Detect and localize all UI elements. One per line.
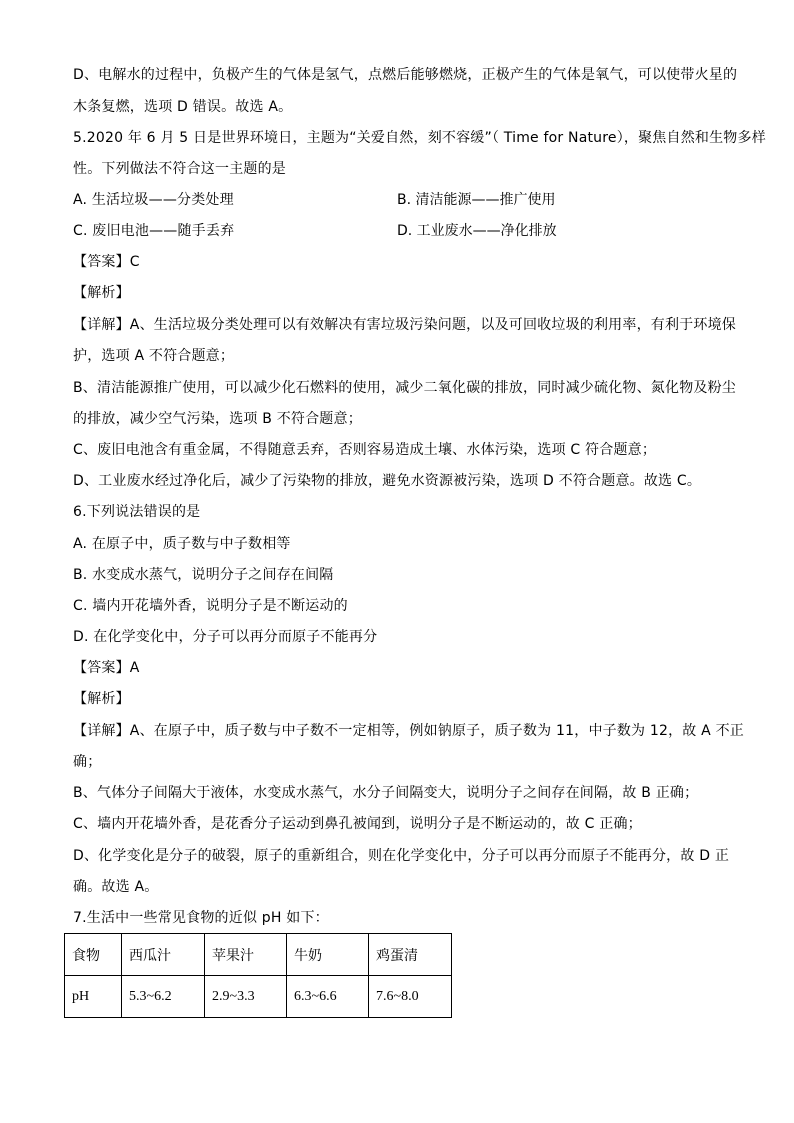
q6-option-d: D. 在化学变化中，分子可以再分而原子不能再分 [73, 629, 378, 645]
q5-detail-line4: 的排放，减少空气污染，选项 B 不符合题意； [73, 411, 362, 427]
q5-stem-line1: 5.2020 年 6 月 5 日是世界环境日，主题为“关爱自然，刻不容缓”（ Time for Nature），聚焦自然和生物多样 [73, 130, 766, 146]
table-cell: 7.6~8.0 [369, 976, 452, 1018]
q6-detail-line3: B、气体分子间隔大于液体，水变成水蒸气，水分子间隔变大，说明分子之间存在间隔，故 B 正确； [73, 785, 699, 801]
q5-option-b: B. 清洁能源——推广使用 [397, 192, 556, 208]
table-cell: 2.9~3.3 [205, 976, 287, 1018]
q5-detail-line3: B、清洁能源推广使用，可以减少化石燃料的使用，减少二氧化碳的排放，同时减少硫化物、氮化物及粉尘 [73, 380, 737, 396]
q6-option-c: C. 墙内开花墙外香，说明分子是不断运动的 [73, 598, 348, 614]
q6-option-a: A. 在原子中，质子数与中子数相等 [73, 536, 291, 552]
q5-answer: 【答案】C [73, 254, 140, 270]
q5-detail-line2: 护，选项 A 不符合题意； [73, 348, 235, 364]
q5-option-c: C. 废旧电池——随手丢弃 [73, 223, 235, 239]
q6-analysis-label: 【解析】 [73, 691, 130, 707]
q5-option-a: A. 生活垃圾——分类处理 [73, 192, 234, 208]
table-row [65, 976, 452, 1018]
table-cell: 食物 [65, 934, 122, 976]
q6-detail-line4: C、墙内开花墙外香，是花香分子运动到鼻孔被闻到，说明分子是不断运动的，故 C 正确； [73, 816, 642, 832]
q6-detail-line6: 确。故选 A。 [73, 879, 159, 895]
table-cell: 6.3~6.6 [287, 976, 369, 1018]
table-cell: 鸡蛋清 [369, 934, 452, 976]
q4-option-d-explanation-line2: 木条复燃，选项 D 错误。故选 A。 [73, 99, 293, 115]
q5-stem-line2: 性。下列做法不符合这一主题的是 [73, 161, 286, 177]
q5-analysis-label: 【解析】 [73, 285, 130, 301]
table-cell: pH [65, 976, 122, 1018]
q6-detail-line5: D、化学变化是分子的破裂，原子的重新组合，则在化学变化中，分子可以再分而原子不能再分，故 D 正 [73, 848, 730, 864]
table-cell: 5.3~6.2 [122, 976, 205, 1018]
q6-detail-line1: 【详解】A、在原子中，质子数与中子数不一定相等，例如钠原子，质子数为 11，中子数为 12，故 A 不正 [73, 723, 744, 739]
q5-option-d: D. 工业废水——净化排放 [397, 223, 557, 239]
q6-answer: 【答案】A [73, 660, 140, 676]
table-cell: 牛奶 [287, 934, 369, 976]
q5-detail-line6: D、工业废水经过净化后，减少了污染物的排放，避免水资源被污染，选项 D 不符合题意。故选 C。 [73, 473, 702, 489]
food-ph-table [64, 933, 452, 1018]
q7-stem: 7.生活中一些常见食物的近似 pH 如下： [73, 910, 329, 926]
q6-option-b: B. 水变成水蒸气，说明分子之间存在间隔 [73, 567, 334, 583]
table-header-row [65, 934, 452, 976]
q4-option-d-explanation-line1: D、电解水的过程中，负极产生的气体是氢气，点燃后能够燃烧，正极产生的气体是氧气，可以使带火星的 [73, 67, 738, 83]
q6-detail-line2: 确； [73, 754, 102, 770]
q5-detail-line5: C、废旧电池含有重金属，不得随意丢弃，否则容易造成土壤、水体污染，选项 C 符合题意； [73, 442, 657, 458]
table-cell: 苹果汁 [205, 934, 287, 976]
q5-detail-line1: 【详解】A、生活垃圾分类处理可以有效解决有害垃圾污染问题，以及可回收垃圾的利用率，有利于环境保 [73, 317, 736, 333]
table-cell: 西瓜汁 [122, 934, 205, 976]
q6-stem: 6.下列说法错误的是 [73, 504, 201, 520]
